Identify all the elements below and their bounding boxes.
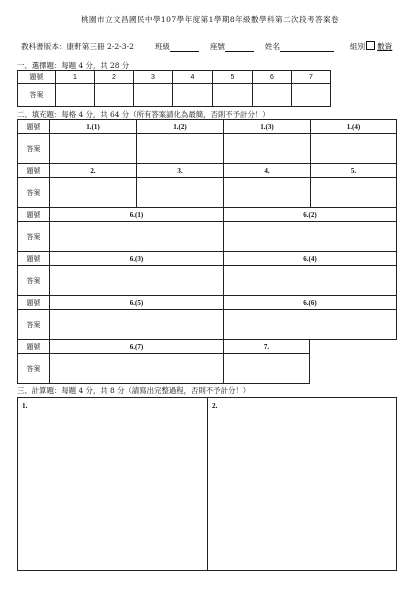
answer-cell[interactable]: [292, 84, 331, 107]
answer-label: 答案: [18, 178, 50, 208]
section3-heading: 三、計算題：每題 4 分，共 8 分（請寫出完整過程，否則不予計分！）: [17, 386, 251, 395]
name-field[interactable]: [280, 42, 334, 52]
question-number: 4.: [224, 164, 311, 178]
section2-heading: 二、填充題：每格 4 分，共 64 分（所有答案請化為最簡，否則不予計分！）: [17, 110, 270, 119]
calculation-number: 1.: [22, 402, 28, 410]
answer-cell[interactable]: [224, 354, 310, 384]
answer-label: 答案: [18, 310, 50, 340]
question-number-label: 題號: [18, 120, 50, 134]
question-number: 1.(4): [311, 120, 397, 134]
answer-label: 答案: [18, 354, 50, 384]
question-number: 6.(2): [224, 208, 397, 222]
answer-cell[interactable]: [50, 354, 224, 384]
group-label: 組別: [349, 42, 366, 51]
answer-cell[interactable]: [50, 222, 224, 252]
question-number: 1.(1): [50, 120, 137, 134]
question-number-label: 題號: [18, 340, 50, 354]
answer-cell[interactable]: [224, 310, 397, 340]
question-number: 1.(3): [224, 120, 311, 134]
answer-label: 答案: [18, 222, 50, 252]
question-number: 1: [56, 71, 95, 84]
answer-cell[interactable]: [50, 134, 137, 164]
calculation-number: 2.: [212, 402, 218, 410]
answer-cell[interactable]: [311, 178, 397, 208]
answer-cell[interactable]: [213, 84, 253, 107]
question-number: 4: [173, 71, 213, 84]
question-number: 2: [95, 71, 134, 84]
question-number: 6.(3): [50, 252, 224, 266]
calculation-box-2[interactable]: [207, 397, 397, 571]
fill-answer-table-c: [17, 339, 310, 384]
answer-cell[interactable]: [50, 266, 224, 296]
class-field[interactable]: [170, 42, 199, 52]
name-label: 姓名: [264, 42, 281, 51]
question-number: 6.(6): [224, 296, 397, 310]
answer-cell[interactable]: [253, 84, 292, 107]
question-number-label: 題號: [18, 208, 50, 222]
answer-cell[interactable]: [50, 310, 224, 340]
answer-label: 答案: [18, 266, 50, 296]
section1-heading: 一、選擇題：每題 4 分，共 28 分: [17, 61, 130, 70]
question-number: 6.(7): [50, 340, 224, 354]
choice-answer-table: [17, 70, 331, 107]
fill-answer-table-a: [17, 119, 397, 208]
question-number: 5.: [311, 164, 397, 178]
question-number-label: 題號: [18, 296, 50, 310]
question-number: 3.: [137, 164, 224, 178]
question-number-label: 題號: [18, 252, 50, 266]
answer-cell[interactable]: [224, 266, 397, 296]
question-number-label: 題號: [18, 71, 56, 84]
group-checkbox[interactable]: [366, 41, 375, 50]
answer-cell[interactable]: [311, 134, 397, 164]
answer-label: 答案: [18, 84, 56, 107]
answer-cell[interactable]: [50, 178, 137, 208]
answer-cell[interactable]: [56, 84, 95, 107]
answer-cell[interactable]: [137, 178, 224, 208]
question-number: 3: [134, 71, 173, 84]
question-number-label: 題號: [18, 164, 50, 178]
answer-cell[interactable]: [173, 84, 213, 107]
textbook-version: 教科書版本：康軒第三冊 2-2-3-2: [21, 42, 134, 51]
question-number: 6.(4): [224, 252, 397, 266]
answer-cell[interactable]: [134, 84, 173, 107]
question-number: 7: [292, 71, 331, 84]
answer-cell[interactable]: [224, 178, 311, 208]
group-value: 數資: [377, 42, 393, 51]
class-label: 班級: [154, 42, 170, 51]
fill-answer-table-b: [17, 207, 397, 340]
calculation-box-1[interactable]: [17, 397, 208, 571]
question-number: 1.(2): [137, 120, 224, 134]
answer-label: 答案: [18, 134, 50, 164]
question-number: 6.(5): [50, 296, 224, 310]
answer-cell[interactable]: [224, 134, 311, 164]
question-number: 6.(1): [50, 208, 224, 222]
student-info-line: [21, 41, 392, 52]
question-number: 7.: [224, 340, 310, 354]
page-title: 桃園市立文昌國民中學107學年度第1學期8年級數學科第二次段考答案卷: [81, 15, 339, 24]
question-number: 2.: [50, 164, 137, 178]
question-number: 6: [253, 71, 292, 84]
seat-label: 座號: [209, 42, 226, 51]
answer-cell[interactable]: [224, 222, 397, 252]
answer-cell[interactable]: [95, 84, 134, 107]
seat-field[interactable]: [225, 42, 254, 52]
question-number: 5: [213, 71, 253, 84]
answer-cell[interactable]: [137, 134, 224, 164]
